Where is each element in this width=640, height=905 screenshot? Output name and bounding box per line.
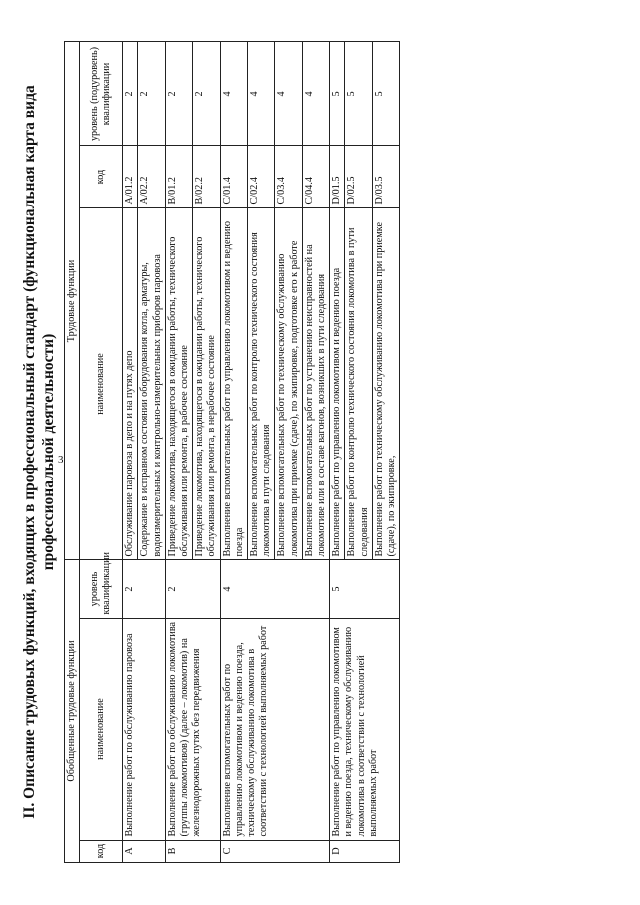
labor-function-name: Обслуживание паровоза в депо и на путях депо [123,208,138,560]
labor-function-code: A/01.2 [123,146,138,208]
generalized-function-code: A [123,840,166,862]
code-header: код [80,840,123,862]
generalized-function-level: 4 [220,560,330,618]
section-title: II. Описание трудовых функций, входящих в профессиональный стандарт (функциональная карта вида профессиональной деятельности) [21,85,57,819]
generalized-function-level: 5 [330,560,400,618]
labor-function-level: 2 [165,42,192,146]
table-row [220,42,247,862]
labor-function-name: Выполнение вспомогательных работ по контролю технического состояния локомотива в пути следования [248,208,275,560]
generalized-function-level: 2 [123,560,166,618]
labor-function-name: Содержание в исправном состоянии оборудования котла, арматуры, водоизмерительных и контрольно-измерительных приборов паровоза [138,208,165,560]
table-row [330,42,345,862]
rotated-page-content [20,22,620,882]
generalized-function-name: Выполнение вспомогательных работ по управлению локомотивом и ведению поезда, техническому обслуживанию локомотива в соответствии с технологией выполняемых работ [220,618,330,840]
labor-function-code: C/02.4 [248,146,275,208]
generalized-function-name: Выполнение работ по управлению локомотивом и ведению поезда, техническому обслуживанию локомотива в соответствии с технологией выполняемых работ [330,618,400,840]
labor-function-level: 5 [372,42,399,146]
labor-function-name: Выполнение работ по контролю технического состояния локомотива в пути следования [345,208,372,560]
labor-function-name: Приведение локомотива, находящегося в ожидании работы, технического обслуживания или ремонта, в рабочее состояние [165,208,192,560]
page-number: 3 [58,454,64,466]
labor-function-code: C/03.4 [275,146,302,208]
labor-function-code: A/02.2 [138,146,165,208]
generalized-function-name: Выполнение работ по обслуживанию локомотива (группы локомотивов) (далее – локомотив) на железнодорожных путях без передвижения [165,618,220,840]
labor-function-level: 2 [123,42,138,146]
labor-function-name: Выполнение работ по техническому обслуживанию локомотива при приемке (сдаче), по экипировке, [372,208,399,560]
labor-function-code: C/01.4 [220,146,247,208]
labor-function-level: 2 [193,42,220,146]
labor-function-name: Выполнение вспомогательных работ по устранению неисправностей на локомотиве или в составе вагонов, возникших в пути следования [302,208,329,560]
labor-function-code: D/02.5 [345,146,372,208]
generalized-function-name: Выполнение работ по обслуживанию паровоза [123,618,166,840]
table-row [165,42,192,862]
level-header: уровень (подуровень) квалификации [80,42,123,146]
labor-function-name: Выполнение вспомогательных работ по управлению локомотивом и ведению поезда [220,208,247,560]
generalized-function-level: 2 [165,560,220,618]
labor-function-level: 4 [275,42,302,146]
labor-function-code: D/03.5 [372,146,399,208]
labor-function-level: 5 [345,42,372,146]
table-row [123,42,138,862]
labor-function-code: D/01.5 [330,146,345,208]
labor-function-code: C/04.4 [302,146,329,208]
labor-function-level: 2 [138,42,165,146]
labor-function-name: Выполнение работ по управлению локомотивом и ведению поезда [330,208,345,560]
name-header: наименование [80,618,123,840]
labor-function-name: Выполнение вспомогательных работ по техническому обслуживанию локомотива при приемке (сдаче), по экипировке, подготовке его к работе [275,208,302,560]
generalized-function-code: C [220,840,330,862]
labor-function-level: 4 [248,42,275,146]
generalized-function-code: D [330,840,400,862]
labor-function-name: Приведение локомотива, находящегося в ожидании работы, технического обслуживания или ремонта, в нерабочее состояние [193,208,220,560]
labor-function-code: B/02.2 [193,146,220,208]
labor-function-level: 4 [302,42,329,146]
labor-functions-header: Трудовые функции [65,42,80,560]
name-header: наименование [80,208,123,560]
code-header: код [80,146,123,208]
generalized-function-code: B [165,840,220,862]
level-header: уровень квалификации [80,560,123,618]
labor-function-level: 5 [330,42,345,146]
functional-map-table [64,41,400,862]
labor-function-code: B/01.2 [165,146,192,208]
table-body [123,42,400,862]
labor-function-level: 4 [220,42,247,146]
generalized-functions-header: Обобщенные трудовые функции [65,560,80,862]
